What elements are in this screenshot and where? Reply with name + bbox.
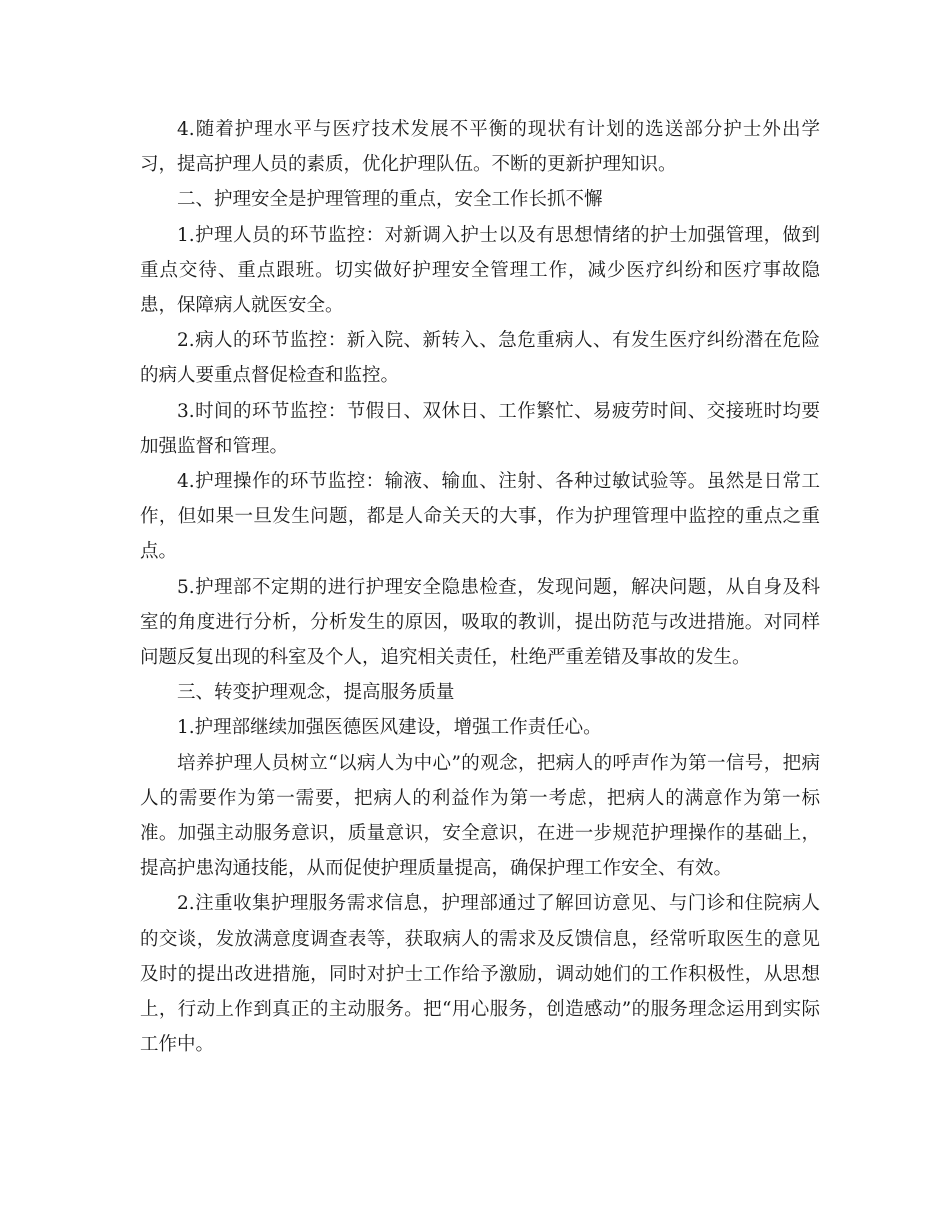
paragraph-ethics: 1.护理部继续加强医德医风建设，增强工作责任心。 [177, 717, 602, 739]
paragraph-safety-inspection: 5.护理部不定期的进行护理安全隐患检查，发现问题，解决问题，从自身及科室的角度进行分析，分析发生的原因，吸取的教训，提出防范与改进措施。对同样问题反复出现的科室及个人，追究相关责任，杜绝严重差错及事故的发生。 [140, 576, 820, 669]
paragraph-feedback: 2.注重收集护理服务需求信息，护理部通过了解回访意见、与门诊和住院病人的交谈，发放满意度调查表等，获取病人的需求及反馈信息，经常听取医生的意见及时的提出改进措施，同时对护士工作给予激励，调动她们的工作积极性，从思想上，行动上作到真正的主动服务。把“用心服务，创造感动”的服务理念运用到实际工作中。 [140, 893, 820, 1056]
paragraph-time-monitoring: 3.时间的环节监控：节假日、双休日、工作繁忙、易疲劳时间、交接班时均要加强监督和管理。 [140, 400, 820, 457]
paragraph-patient-centered: 培养护理人员树立“以病人为中心”的观念，把病人的呼声作为第一信号，把病人的需要作为第一需要，把病人的利益作为第一考虑，把病人的满意作为第一标准。加强主动服务意识，质量意识，安全意识，在进一步规范护理操作的基础上，提高护患沟通技能，从而促使护理质量提高，确保护理工作安全、有效。 [140, 752, 820, 880]
document-page [140, 112, 820, 1062]
paragraph-operation-monitoring: 4.护理操作的环节监控：输液、输血、注射、各种过敏试验等。虽然是日常工作，但如果一旦发生问题，都是人命关天的大事，作为护理管理中监控的重点之重点。 [140, 471, 820, 563]
heading-section-3: 三、转变护理观念，提高服务质量 [177, 682, 455, 704]
paragraph-staff-monitoring: 1.护理人员的环节监控：对新调入护士以及有思想情绪的护士加强管理，做到重点交待、重点跟班。切实做好护理安全管理工作，减少医疗纠纷和医疗事故隐患，保障病人就医安全。 [140, 224, 820, 317]
paragraph-training: 4.随着护理水平与医疗技术发展不平衡的现状有计划的选送部分护士外出学习，提高护理人员的素质，优化护理队伍。不断的更新护理知识。 [140, 119, 820, 176]
heading-section-2: 二、护理安全是护理管理的重点，安全工作长抓不懈 [177, 189, 603, 211]
paragraph-patient-monitoring: 2.病人的环节监控：新入院、新转入、急危重病人、有发生医疗纠纷潜在危险的病人要重点督促检查和监控。 [140, 330, 820, 387]
